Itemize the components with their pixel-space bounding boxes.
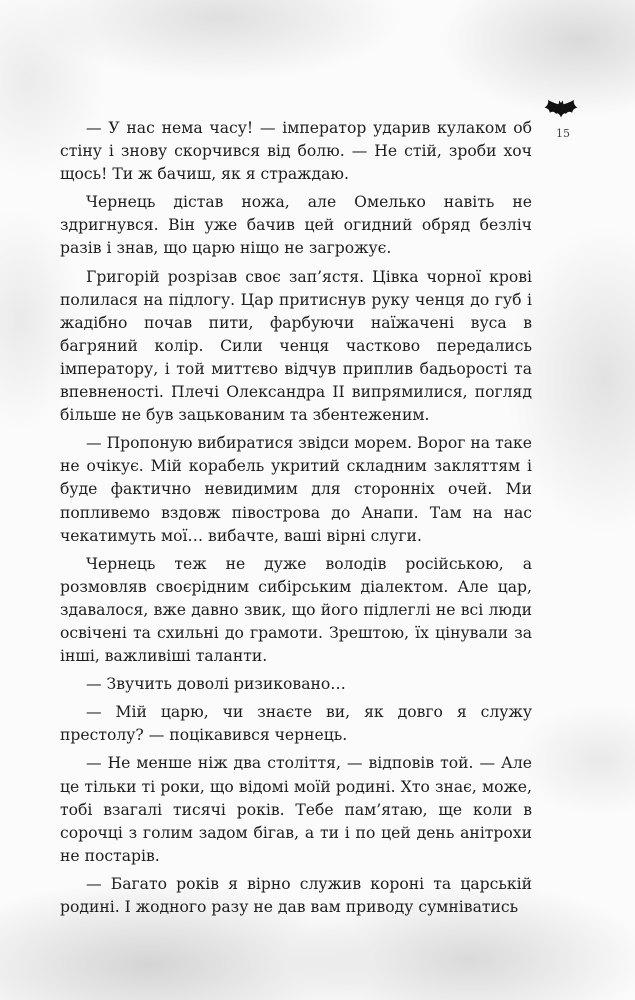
paragraph: — У нас нема часу! — імператор ударив кулаком об стіну і знову скорчився від болю. — Не стій, зроби хоч щось! Ти ж бачиш, як я страждаю.	[60, 119, 532, 184]
page-number: 15	[556, 127, 570, 140]
paragraph: — Звучить доволі ризиковано…	[86, 675, 346, 694]
paragraph: Чернець дістав ножа, але Омелько навіть не здригнувся. Він уже бачив цей огидний обряд безліч разів і знав, що царю ніщо не загрожує.	[60, 193, 532, 258]
paragraph: — Не менше ніж два століття, — відповів той. — Але це тільки ті роки, що відомі моїй родині. Хто знає, може, тобі взагалі тисячі років. Тебе пам’ятаю, ще коли в сорочці з голим задом бігав, а ти і по цей день анітрохи не постарів.	[60, 754, 532, 865]
paragraph: — Мій царю, чи знаєте ви, як довго я служу престолу? — поцікавився чернець.	[60, 703, 532, 745]
paragraph: — Пропоную вибиратися звідси морем. Ворог на таке не очікує. Мій корабель укритий складним закляттям і буде фактично невидимим для сторонніх очей. Ми попливемо вздовж півострова до Анапи. Там на нас чекатимуть мої… вибачте, ваші вірні слуги.	[60, 434, 532, 545]
paragraph: Григорій розрізав своє зап’ястя. Цівка чорної крові полилася на підлогу. Цар притиснув руку ченця до губ і жадібно почав пити, фарбуючи наїжачені вуса в багряний колір. Сили ченця частково передались імператору, і той миттєво відчув приплив бадьорості та впевненості. Плечі Олександра II випрямилися, погляд більше не був зацькованим та збентеженим.	[60, 267, 532, 425]
paragraph: Чернець теж не дуже володів російською, а розмовляв своєрідним сибірським діалектом. Але цар, здавалося, вже давно звик, що його підлеглі не всі люди освічені та схильні до грамоти. Зрештою, їх цінували за інші, важливіші таланти.	[60, 554, 532, 666]
paragraph: — Багато років я вірно служив короні та царській родині. І жодного разу не дав вам приводу сумніватись	[60, 874, 532, 916]
bat-icon	[544, 100, 578, 120]
body-text	[60, 117, 532, 924]
